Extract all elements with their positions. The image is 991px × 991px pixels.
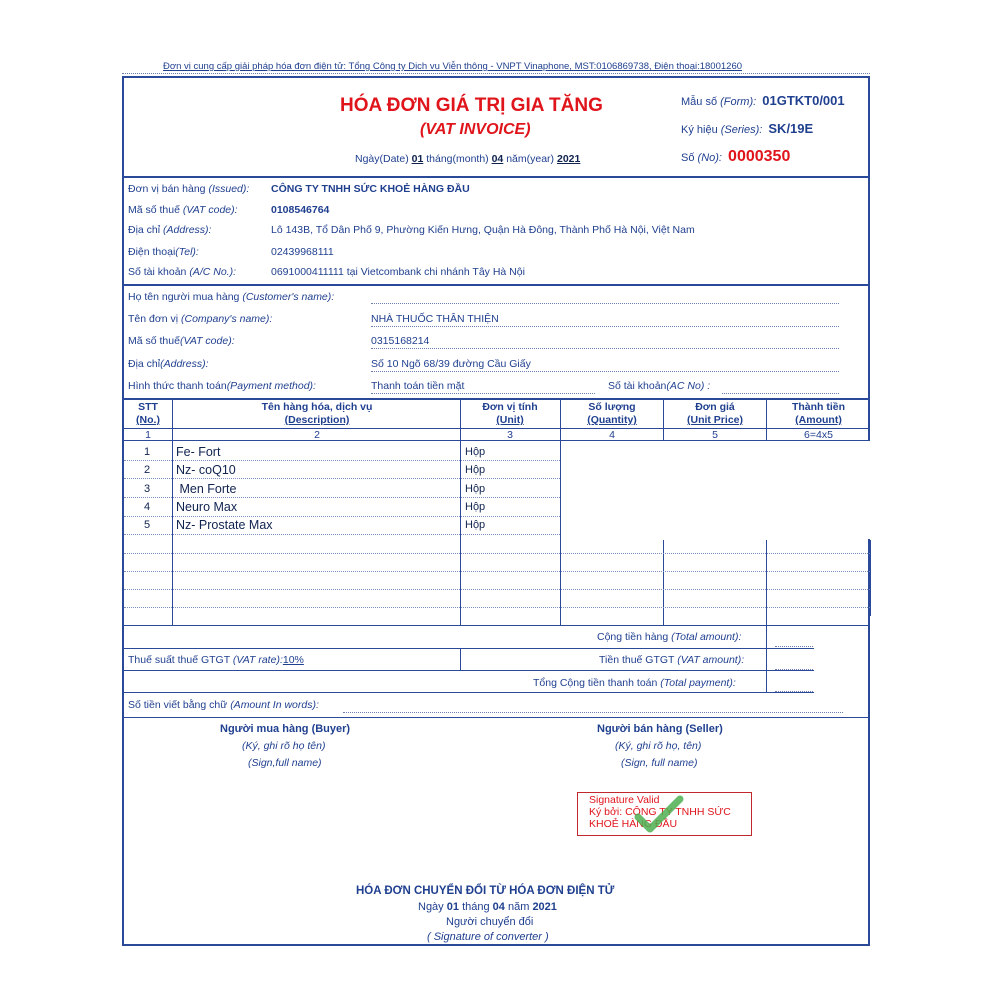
col-number: 1 [145,429,151,441]
total-line [124,648,814,649]
seller-address-label: Địa chỉ (Address): [128,224,212,236]
converter-signature-label: ( Signature of converter ) [427,931,549,943]
buyer-payment: Thanh toán tiền mặt [371,380,465,392]
col-header-stt: STT (No.) [136,401,160,426]
provider-dotted-line [122,73,870,74]
form-number [681,93,845,108]
buyer-divider [122,398,870,400]
row-unit: Hộp [465,501,486,513]
col-line [560,441,561,539]
col-header-quantity: Số lượng (Quantity) [587,401,637,426]
row-description: Neuro Max [176,500,238,514]
no-label: Số [681,152,695,164]
stamp-line: KHOẺ HÀNG ĐẦU [589,818,678,830]
buyer-acno-label: Số tài khoản(AC No) : [608,380,711,392]
seller-signature-title: Người bán hàng (Seller) [597,723,723,735]
row-description: Nz- coQ10 [176,463,236,477]
buyer-address-label: Địa chỉ(Address): [128,358,209,370]
row-line [124,516,560,517]
form-value: 01GTKT0/001 [762,93,845,108]
seller-signature-vi: (Ký, ghi rõ họ, tên) [615,740,702,752]
date-day: 01 [411,153,424,165]
seller-tel-label: Điện thoại(Tel): [128,246,199,258]
vat-amount-label: Tiền thuế GTGT (VAT amount): [599,654,745,666]
seller-vat-label: Mã số thuế (VAT code): [128,204,238,216]
form-label-en: (Form): [720,96,757,108]
buyer-payment-label: Hình thức thanh toán(Payment method): [128,380,316,392]
vat-rate-value: 10% [282,654,304,666]
no-value: 0000350 [728,148,791,165]
buyer-company-label: Tên đơn vị (Company's name): [128,313,273,325]
date-month-label: tháng(month) [426,153,489,165]
right-edge-line [869,540,871,616]
form-label: Mẫu số [681,96,718,108]
col-line [172,399,173,625]
row-line [124,534,560,535]
buyer-address: Số 10 Ngõ 68/39 đường Cầu Giấy [371,358,531,370]
seller-divider [122,284,870,286]
col-header-amount: Thành tiền (Amount) [791,401,846,426]
table-header-line [124,428,870,429]
total-amount-label: Cộng tiền hàng (Total amount): [597,631,742,643]
col-line [663,399,664,441]
invoice-number [681,148,790,166]
row-description: Men Forte [176,482,237,496]
row-line [124,553,870,554]
header-divider [122,176,870,178]
buyer-payment-line [371,393,595,394]
col-line [460,399,461,625]
row-unit: Hộp [465,464,486,476]
payment-col-line [766,670,767,692]
seller-account: 0691000411111 tại Vietcombank chi nhánh Tây Hà Nội [271,266,525,278]
vat-col-line [460,648,461,670]
buyer-address-line [371,371,839,372]
row-unit: Hộp [465,519,486,531]
col-number: 5 [712,429,718,441]
date-month: 04 [491,153,504,165]
table-bottom-line [124,625,870,626]
col-header-unit: Đơn vị tính (Unit) [482,401,538,426]
buyer-vat: 0315168214 [371,335,430,347]
row-line [124,607,870,608]
converted-date: Ngày 01 tháng 04 năm 2021 [418,901,557,913]
col-header-description: Tên hàng hóa, dịch vụ (Description) [261,401,373,426]
col-number: 2 [314,429,320,441]
row-stt: 2 [143,464,151,476]
converted-invoice-title: HÓA ĐƠN CHUYỂN ĐỔI TỪ HÓA ĐƠN ĐIỆN TỬ [356,885,615,897]
series-label: Ký hiệu [681,124,718,136]
series-value: SK/19E [768,121,814,136]
amount-in-words-label: Số tiền viết bằng chữ (Amount In words): [128,699,319,711]
buyer-signature-vi: (Ký, ghi rõ họ tên) [242,740,326,752]
row-line [124,460,560,461]
seller-address: Lô 143B, Tổ Dân Phố 9, Phường Kiến Hưng, Quận Hà Đông, Thành Phố Hà Nội, Việt Nam [271,224,695,236]
blank-price-area [561,441,873,539]
buyer-company: NHÀ THUỐC THÂN THIỆN [371,313,499,325]
row-line [124,589,870,590]
row-stt: 5 [143,519,151,531]
date-year: 2021 [556,153,581,165]
buyer-signature-en: (Sign,full name) [248,757,322,769]
buyer-signature-title: Người mua hàng (Buyer) [220,723,351,735]
series-number [681,121,813,136]
buyer-vat-line [371,348,839,349]
buyer-company-line [371,326,839,327]
total-col-line [766,626,767,648]
stamp-line: Ký bởi: CÔNG TY TNHH SỨC [589,806,731,818]
row-line [124,571,870,572]
buyer-vat-label: Mã số thuế(VAT code): [128,335,235,347]
amount-in-words-field [343,712,843,713]
col-number: 6=4x5 [804,429,833,441]
row-stt: 1 [143,446,151,458]
checkmark-icon [634,795,686,835]
row-line [124,478,560,479]
row-description: Fe- Fort [176,445,221,459]
col-line [766,399,767,441]
seller-account-label: Số tài khoản (A/C No.): [128,266,236,278]
col-number: 4 [609,429,615,441]
total-payment-label: Tổng Cộng tiền thanh toán (Total payment): [533,677,736,689]
digital-signature-stamp [577,792,752,836]
row-description: Nz- Prostate Max [176,518,273,532]
buyer-customer-label: Họ tên người mua hàng (Customer's name): [128,291,335,303]
series-label-en: (Series): [720,124,763,136]
seller-vat: 0108546764 [271,204,330,216]
date-day-label: Ngày(Date) [355,153,409,165]
col-header-unit-price: Đơn giá (Unit Price) [686,401,743,426]
total-amount-field [775,646,813,647]
payment-line [124,692,814,693]
row-stt: 3 [143,483,151,495]
invoice-subtitle: (VAT INVOICE) [420,121,531,138]
col-number: 3 [507,429,513,441]
vat-line [124,670,814,671]
row-line [124,497,560,498]
row-unit: Hộp [465,446,486,458]
vat-amt-col-line [766,648,767,670]
seller-signature-en: (Sign, full name) [621,757,698,769]
seller-name: CÔNG TY TNHH SỨC KHOẺ HÀNG ĐẦU [271,183,470,195]
date-year-label: năm(year) [506,153,555,165]
row-stt: 4 [143,501,151,513]
seller-name-label: Đơn vị bán hàng (Issued): [128,183,250,195]
no-label-en: (No): [697,152,722,164]
provider-line: Đơn vị cung cấp giải pháp hóa đơn điện tử: Tổng Công ty Dịch vụ Viễn thông - VNPT Vinaphone, MST:0106869738, Điện thoại:18001260 [163,61,743,72]
seller-tel: 02439968111 [271,246,334,258]
invoice-title: HÓA ĐƠN GIÁ TRỊ GIA TĂNG [340,95,603,116]
buyer-customer-field [371,303,839,304]
buyer-acno-line [722,393,839,394]
words-line [124,717,870,718]
vat-rate-label: Thuế suất thuế GTGT (VAT rate):10% [128,654,304,666]
stamp-line: Signature Valid [589,794,660,806]
converter-label: Người chuyển đổi [446,916,534,928]
invoice-date [355,153,580,165]
row-unit: Hộp [465,483,486,495]
